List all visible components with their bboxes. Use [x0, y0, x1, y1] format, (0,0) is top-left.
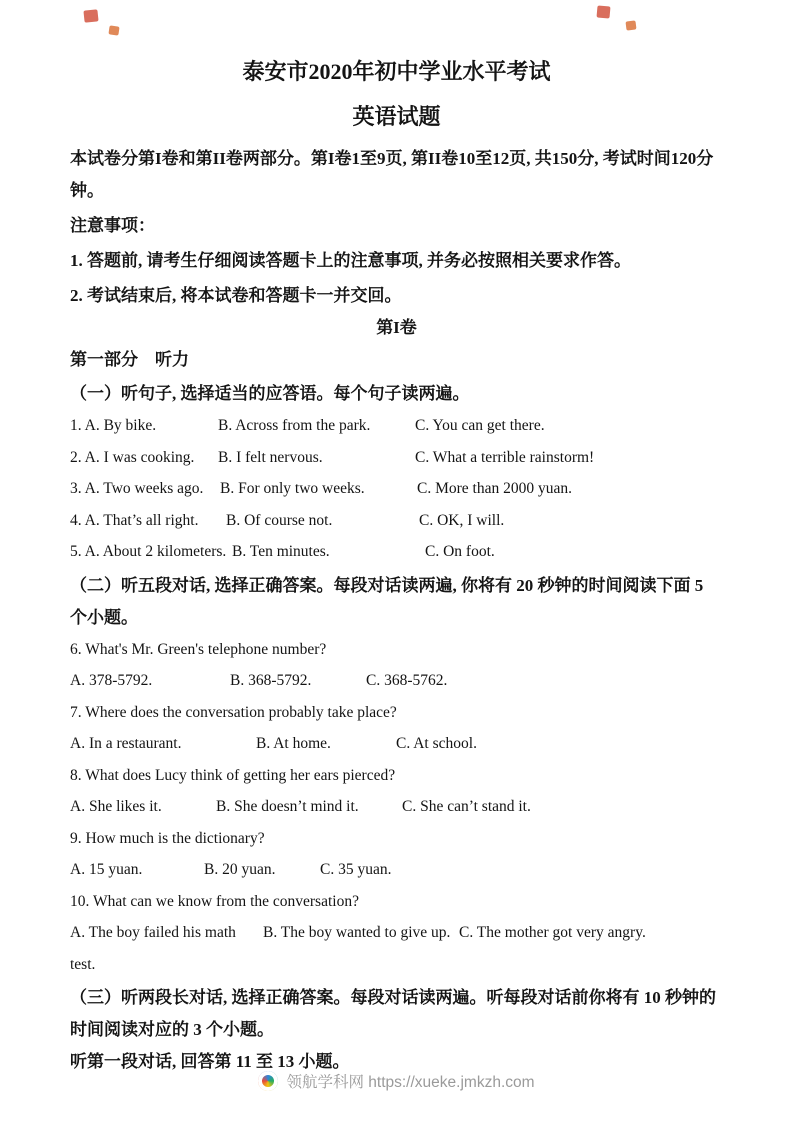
volume-heading: 第I卷 [376, 318, 417, 338]
corner-stamp-icon [83, 9, 98, 22]
exam-intro: 本试卷分第I卷和第II卷两部分。第I卷1至9页, 第II卷10至12页, 共150分, 考试时间120分钟。 [70, 149, 714, 201]
footer-text: 领航学科网 https://xueke.jmkzh.com [286, 1074, 535, 1091]
option-c: C. 35 yuan. [320, 861, 392, 879]
option-b: B. 20 yuan. [204, 861, 276, 879]
option-a: A. 378-5792. [70, 672, 153, 690]
option-a: A. She likes it. [70, 798, 162, 816]
question-stem-7: 7. Where does the conversation probably take place? [70, 703, 397, 721]
exam-subject: 英语试题 [352, 103, 441, 129]
option-c: C. On foot. [425, 543, 495, 561]
option-c: C. OK, I will. [419, 511, 505, 529]
site-logo-icon [258, 1071, 278, 1091]
listening-part3-heading: （三）听两段长对话, 选择正确答案。每段对话读两遍。听每段对话前你将有 10 秒钟的时间阅读对应的 3 个小题。 [70, 988, 716, 1040]
corner-stamp-icon [597, 5, 611, 18]
option-b: B. The boy wanted to give up. [263, 924, 451, 942]
question-row-1 [70, 410, 723, 442]
corner-stamp-icon [108, 25, 119, 35]
option-b: B. I felt nervous. [218, 448, 323, 466]
option-c: C. More than 2000 yuan. [417, 480, 572, 498]
option-b: B. 368-5792. [230, 672, 312, 690]
option-b: B. Across from the park. [218, 417, 371, 435]
option-c: C. You can get there. [415, 417, 545, 435]
question-stem-6: 6. What's Mr. Green's telephone number? [70, 640, 327, 658]
option-c: C. 368-5762. [366, 672, 448, 690]
section-heading-listening: 第一部分 听力 [70, 350, 189, 370]
options-row-8 [70, 791, 723, 823]
exam-title: 泰安市2020年初中学业水平考试 [242, 59, 551, 84]
footer [0, 1070, 793, 1092]
option-a: 3. A. Two weeks ago. [70, 480, 204, 498]
option-c: C. What a terrible rainstorm! [415, 448, 595, 466]
option-a: A. The boy failed his math test. [70, 924, 236, 973]
question-row-4 [70, 505, 723, 537]
option-c: C. The mother got very angry. [459, 924, 646, 942]
option-a: A. In a restaurant. [70, 735, 182, 753]
note-item-2: 2. 考试结束后, 将本试卷和答题卡一并交回。 [70, 286, 402, 306]
option-a: 4. A. That’s all right. [70, 511, 199, 529]
options-row-9 [70, 854, 723, 886]
option-a: 5. A. About 2 kilometers. [70, 543, 227, 561]
option-b: B. Of course not. [226, 511, 333, 529]
question-stem-10: 10. What can we know from the conversation? [70, 892, 359, 910]
notes-heading: 注意事项： [70, 216, 155, 236]
option-a: 2. A. I was cooking. [70, 448, 195, 466]
option-b: B. She doesn’t mind it. [216, 798, 359, 816]
corner-stamp-icon [625, 20, 636, 30]
listening-part2-heading: （二）听五段对话, 选择正确答案。每段对话读两遍, 你将有 20 秒钟的时间阅读下面 5 个小题。 [70, 575, 704, 627]
listening-part3-subheading: 听第一段对话, 回答第 11 至 13 小题。 [70, 1052, 350, 1072]
option-a: A. 15 yuan. [70, 861, 143, 879]
option-b: B. Ten minutes. [232, 543, 330, 561]
listening-part1-heading: （一）听句子, 选择适当的应答语。每个句子读两遍。 [70, 384, 470, 404]
question-row-5 [70, 536, 723, 568]
option-a: 1. A. By bike. [70, 417, 157, 435]
question-stem-8: 8. What does Lucy think of getting her ears pierced? [70, 766, 396, 784]
option-b: B. For only two weeks. [220, 480, 365, 498]
option-c: C. At school. [396, 735, 477, 753]
options-row-6 [70, 665, 723, 697]
option-b: B. At home. [256, 735, 331, 753]
options-row-7 [70, 728, 723, 760]
options-row-10 [70, 917, 723, 980]
question-stem-9: 9. How much is the dictionary? [70, 829, 265, 847]
question-row-3 [70, 473, 723, 505]
option-c: C. She can’t stand it. [402, 798, 531, 816]
note-item-1: 1. 答题前, 请考生仔细阅读答题卡上的注意事项, 并务必按照相关要求作答。 [70, 251, 631, 271]
question-row-2 [70, 442, 723, 474]
